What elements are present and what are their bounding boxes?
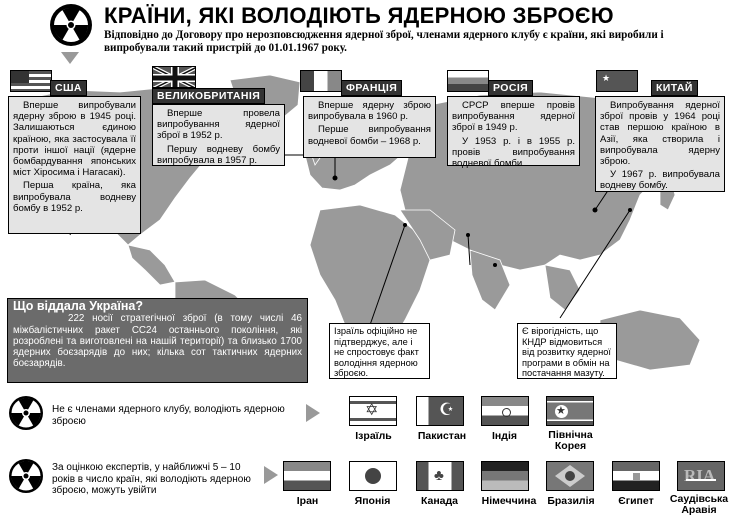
country-box-china	[595, 96, 725, 192]
country-caption: Канада	[420, 495, 459, 507]
ukraine-title: Що віддала Україна?	[13, 299, 143, 313]
country-box-usa	[8, 96, 141, 234]
country-text: Перша країна, яка випробувала водневу бомбу в 1952 р.	[13, 180, 136, 214]
future-text: За оцінкою експертів, у найближчі 5 – 10 років в число країн, які володіють ядерною зброєю, можуть увійти	[52, 462, 251, 496]
flag-germany	[481, 461, 529, 491]
country-label-china: КИТАЙ	[651, 80, 698, 96]
flag-russia	[447, 70, 489, 92]
country-text: СРСР вперше провів випробування ядерної зброї в 1949 р.	[452, 100, 575, 134]
flag-north-korea: ★	[546, 396, 594, 426]
country-text: У 1967 р. випробувала водневу бомбу.	[600, 169, 720, 192]
radiation-icon	[8, 458, 44, 494]
country-text: Вперше провела випробування ядерної зброї в 1952 р.	[157, 108, 280, 142]
flag-israel: ✡	[349, 396, 397, 426]
flag-china: ★	[596, 70, 638, 92]
country-caption: Єгипет	[618, 495, 654, 507]
flag-egypt	[612, 461, 660, 491]
country-box-uk	[152, 104, 285, 166]
flag-india	[481, 396, 529, 426]
right-arrow-icon	[264, 466, 278, 484]
country-label-france: ФРАНЦІЯ	[341, 80, 402, 96]
country-text: Вперше випробували ядерну зброю в 1945 році. Залишаються єдиною країною, яка застосувала її проти іншої нації (ядерне бомбардування японських міст Хіросима і Нагасакі).	[13, 100, 136, 179]
country-label-russia: РОСІЯ	[488, 80, 533, 96]
country-caption: Японія	[354, 495, 391, 507]
country-box-russia	[447, 96, 580, 170]
right-arrow-icon	[306, 404, 320, 422]
ukraine-text: 222 носії стратегічної зброї (в тому числі 46 міжбалістичних ракет СС24 останнього покоління, які розроблені та виготовлені на нашій території) та близько 1700 ядерних боєзарядів до них; кілька сот тактичних ядерних боєзарядів.	[13, 313, 302, 370]
note-israel: Ізраїль офіційно не підтверджує, але і не спростовує факт володіння ядерною зброєю.	[329, 323, 430, 379]
country-caption: Саудівська Аравія	[669, 493, 729, 516]
page-subtitle: Відповідно до Договору про нерозповсюдження ядерної зброї, членами ядерного клубу є країни, які виробили і випробували такий пристрій до 01.01.1967 року.	[104, 29, 664, 54]
country-caption: Пакистан	[417, 430, 467, 442]
flag-france	[300, 70, 342, 92]
flag-japan	[349, 461, 397, 491]
ukraine-box	[7, 298, 308, 383]
flag-brazil	[546, 461, 594, 491]
country-caption: Індія	[492, 430, 517, 442]
country-label-uk: ВЕЛИКОБРИТАНІЯ	[152, 88, 265, 104]
radiation-icon	[8, 395, 44, 431]
country-text: Вперше ядерну зброю випробувала в 1960 р.	[308, 100, 431, 123]
country-label-usa: США	[50, 80, 87, 96]
country-text: Перше випробування водневої бомби – 1968 р.	[308, 124, 431, 147]
country-text: Випробування ядерної зброї провів у 1964 році став першою країною в Азії, яка створила і випробувала ядерну зброю.	[600, 100, 720, 168]
country-caption: Північна Корея	[548, 429, 593, 452]
non-members-text: Не є членами ядерного клубу, володіють ядерною зброєю	[52, 404, 285, 427]
country-box-france	[303, 96, 436, 158]
radiation-icon	[50, 4, 92, 46]
country-caption: Ізраїль	[355, 430, 392, 442]
country-caption: Бразилія	[547, 495, 595, 507]
flag-canada: ♣	[416, 461, 464, 491]
flag-pakistan: ☪	[416, 396, 464, 426]
country-caption: Іран	[296, 495, 319, 507]
country-text: Першу водневу бомбу випробувала в 1957 р.	[157, 143, 280, 166]
watermark: RIA	[684, 466, 716, 485]
country-caption: Німеччина	[481, 495, 537, 507]
note-dprk: Є вірогідність, що КНДР відмовиться від розвитку ядерної програми в обмін на постачання мазуту.	[517, 323, 617, 379]
flag-iran	[283, 461, 331, 491]
flag-usa	[10, 70, 52, 92]
flag-uk	[152, 66, 196, 88]
page-title: КРАЇНИ, ЯКІ ВОЛОДІЮТЬ ЯДЕРНОЮ ЗБРОЄЮ	[104, 3, 614, 28]
country-text: У 1953 р. і в 1955 р. провів випробування водневої бомби.	[452, 135, 575, 170]
